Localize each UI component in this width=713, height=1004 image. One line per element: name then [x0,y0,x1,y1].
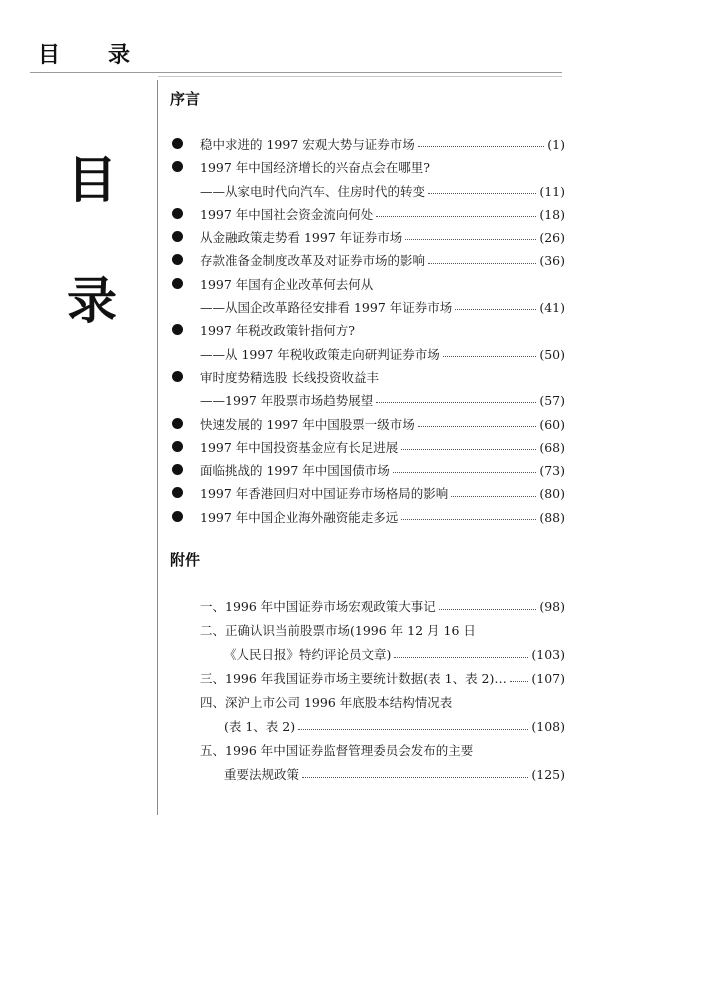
toc-entry[interactable] [200,739,565,787]
toc-entry[interactable] [170,133,565,156]
toc-line [200,203,565,226]
dot-leader [393,472,537,473]
toc-entry[interactable] [170,319,565,366]
toc-page-number: (68) [539,439,565,455]
header-rule-secondary [158,76,562,77]
toc-entry[interactable] [170,273,565,320]
toc-page-number: (88) [539,509,565,525]
dot-leader [302,777,528,778]
dot-leader [428,263,536,264]
toc-line [200,691,565,715]
toc-entry-title: ——1997 年股票市场趋势展望 [200,393,374,409]
toc-entry-title: 二、正确认识当前股票市场(1996 年 12 月 16 日 [200,623,476,638]
bullet-icon [172,371,183,382]
toc-entry-title: 从金融政策走势看 1997 年证券市场 [200,230,403,246]
bullet-icon [172,161,183,172]
toc-entry[interactable] [170,203,565,226]
toc-line [200,343,565,366]
toc-entry-title: 一、1996 年中国证券市场宏观政策大事记 [200,599,436,614]
toc-entry[interactable] [200,595,565,619]
dot-leader [298,729,528,730]
preface-toc-list [170,133,565,529]
side-title-char-2: 录 [67,272,117,330]
toc-entry[interactable] [170,436,565,459]
toc-entry[interactable] [170,482,565,505]
bullet-icon [172,231,183,242]
toc-line [200,643,565,667]
toc-line [200,366,565,389]
bullet-icon [172,324,183,335]
dot-leader [376,216,536,217]
toc-entry[interactable] [200,619,565,667]
toc-entry[interactable] [170,366,565,413]
side-title-char-1: 目 [67,151,117,209]
dot-leader [443,356,537,357]
dot-leader [428,193,536,194]
bullet-icon [172,441,183,452]
appendix-toc-list [200,595,565,787]
toc-entry[interactable] [170,459,565,482]
dot-leader [418,146,545,147]
toc-line [200,739,565,763]
dot-leader [418,426,537,427]
toc-entry-title: 存款准备金制度改革及对证券市场的影响 [200,253,426,269]
toc-line [200,619,565,643]
toc-entry[interactable] [170,249,565,272]
toc-line [200,763,565,787]
toc-page-number: (60) [539,416,565,432]
toc-line [200,436,565,459]
toc-page-number: (41) [539,300,565,316]
toc-page-number: (108) [531,719,565,734]
dot-leader [439,609,537,610]
toc-entry-title: 面临挑战的 1997 年中国国债市场 [200,463,390,479]
toc-entry-title: 稳中求进的 1997 宏观大势与证券市场 [200,137,415,152]
bullet-icon [172,208,183,219]
toc-line [200,482,565,505]
dot-leader [401,519,536,520]
toc-line [200,156,565,179]
toc-page-number: (125) [531,767,565,782]
toc-page-number: (107) [531,671,565,686]
toc-page-number: (11) [539,183,565,199]
toc-page-number: (1) [547,137,565,152]
toc-line [200,595,565,619]
section-title-appendix: 附件 [170,551,201,569]
bullet-icon [172,138,183,149]
toc-entry-title: ——从家电时代向汽车、住房时代的转变 [200,183,426,199]
toc-entry-title: 1997 年中国经济增长的兴奋点会在哪里? [200,160,430,176]
toc-line [200,296,565,319]
toc-line [200,180,565,203]
dot-leader [376,402,536,403]
toc-entry-title: 四、深沪上市公司 1996 年底股本结构情况表 [200,695,453,710]
toc-line [200,506,565,529]
toc-line [200,226,565,249]
bullet-icon [172,418,183,429]
toc-page-number: (18) [539,206,565,222]
toc-entry-title: 1997 年中国社会资金流向何处 [200,206,374,222]
toc-entry-title: 1997 年香港回归对中国证券市场格局的影响 [200,486,449,502]
toc-entry[interactable] [170,156,565,203]
toc-entry[interactable] [170,413,565,436]
toc-entry-title: (表 1、表 2) [224,719,296,734]
toc-entry-title: 1997 年国有企业改革何去何从 [200,276,374,292]
vertical-divider [157,80,158,815]
bullet-icon [172,487,183,498]
dot-leader [510,681,528,682]
toc-page-number: (73) [539,463,565,479]
toc-entry[interactable] [200,667,565,691]
toc-entry-title: 1997 年中国企业海外融资能走多远 [200,509,399,525]
toc-page-number: (80) [539,486,565,502]
toc-page-number: (26) [539,230,565,246]
toc-entry[interactable] [200,691,565,739]
section-title-preface: 序言 [170,90,201,108]
bullet-icon [172,464,183,475]
toc-line [200,133,565,156]
toc-line [200,667,565,691]
dot-leader [451,496,536,497]
toc-entry[interactable] [170,506,565,529]
dot-leader [394,657,528,658]
header-rule [30,72,562,73]
toc-line [200,273,565,296]
toc-page-number: (57) [539,393,565,409]
toc-line [200,459,565,482]
toc-entry-title: 1997 年中国投资基金应有长足进展 [200,439,399,455]
bullet-icon [172,278,183,289]
toc-page-number: (98) [539,599,565,614]
toc-line [200,319,565,342]
toc-entry-title: 重要法规政策 [224,767,300,782]
toc-line [200,249,565,272]
toc-entry-title: 五、1996 年中国证券监督管理委员会发布的主要 [200,743,474,758]
toc-page-number: (103) [531,647,565,662]
toc-entry-title: ——从 1997 年税收政策走向研判证券市场 [200,346,440,362]
toc-entry-title: ——从国企改革路径安排看 1997 年证券市场 [200,300,453,316]
toc-entry-title: 审时度势精选股 长线投资收益丰 [200,369,379,385]
bullet-icon [172,511,183,522]
dot-leader [405,239,536,240]
toc-line [200,715,565,739]
toc-entry-title: 1997 年税改政策针指何方? [200,323,355,339]
dot-leader [455,309,536,310]
toc-line [200,413,565,436]
dot-leader [401,449,536,450]
toc-entry-title: 快速发展的 1997 年中国股票一级市场 [200,416,415,432]
toc-entry-title: 《人民日报》特约评论员文章) [224,647,392,662]
page-header-title: 目录 [38,43,179,68]
bullet-icon [172,254,183,265]
toc-line [200,389,565,412]
toc-page-number: (36) [539,253,565,269]
toc-entry[interactable] [170,226,565,249]
toc-entry-title: 三、1996 年我国证券市场主要统计数据(表 1、表 2)… [200,671,507,686]
toc-page-number: (50) [539,346,565,362]
